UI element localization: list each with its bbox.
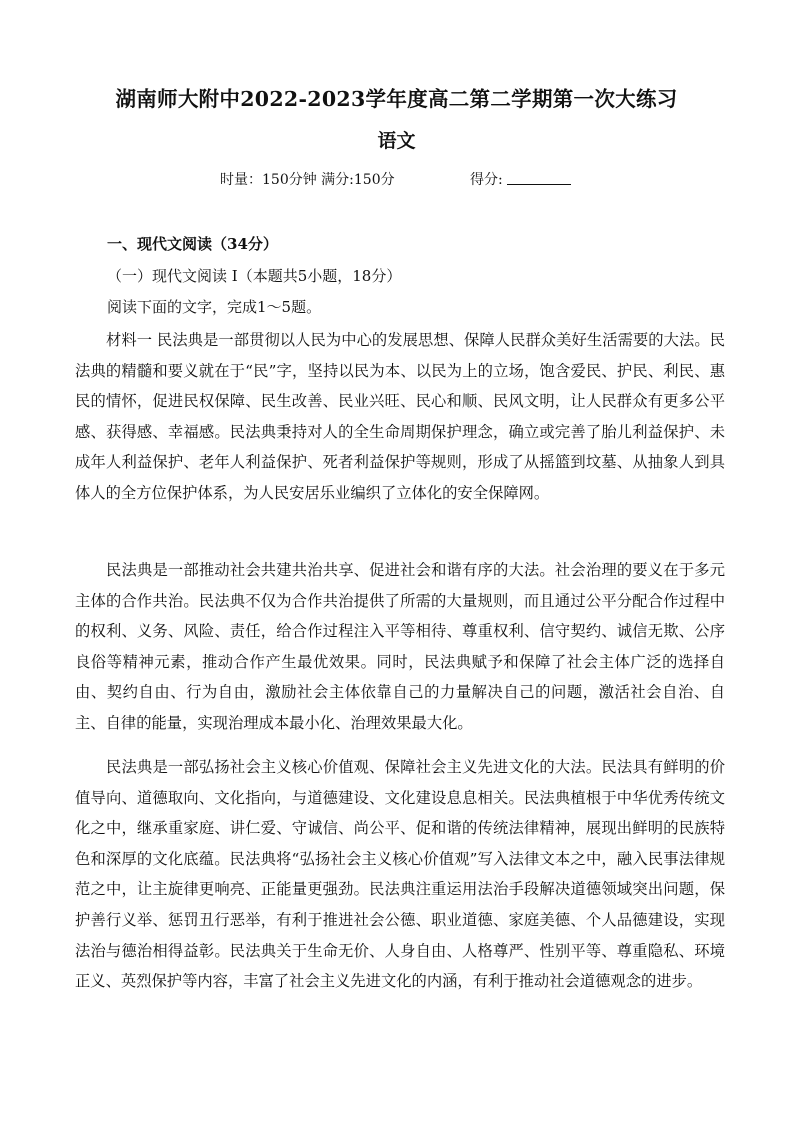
paragraph: 材料一 民法典是一部贯彻以人民为中心的发展思想、保障人民群众美好生活需要的大法。民法典的精髓和要义就在于“民”字，坚持以民为本、以民为上的立场，饱含爱民、护民、利民、惠民的情怀，促进民权保障、民生改善、民业兴旺、民心和顺、民风文明，让人民群众有更多公平感、获得感、幸福感。民法典秉持对人的全生命周期保护理念，确立或完善了胎儿利益保护、未成年人利益保护、老年人利益保护、死者利益保护等规则，形成了从摇篮到坟墓、从抽象人到具体人的全方位保护体系，为人民安居乐业编织了立体化的安全保障网。 xyxy=(75,331,725,502)
score-label: 得分: xyxy=(470,172,503,188)
paragraph: 民法典是一部弘扬社会主义核心价值观、保障社会主义先进文化的大法。民法具有鲜明的价值导向、道德取向、文化指向，与道德建设、文化建设息息相关。民法典植根于中华优秀传统文化之中，继承重家庭、讲仁爱、守诚信、尚公平、促和谐的传统法律精神，展现出鲜明的民族特色和深厚的文化底蕴。民法典将“弘扬社会主义核心价值观”写入法律文本之中，融入民事法律规范之中，让主旋律更响亮、正能量更强劲。民法典注重运用法治手段解决道德领域突出问题，保护善行义举、惩罚丑行恶举，有利于推进社会公德、职业道德、家庭美德、个人品德建设，实现法治与德治相得益彰。民法典关于生命无价、人身自由、人格尊严、性别平等、尊重隐私、环境正义、英烈保护等内容，丰富了社会主义先进文化的内涵，有利于推动社会道德观念的进步。 xyxy=(75,758,725,991)
exam-title: 湖南师大附中2022-2023学年度高二第二学期第一次大练习 xyxy=(115,87,678,111)
exam-meta: 时量：150分钟 满分:150分 xyxy=(220,172,395,188)
score-field xyxy=(470,168,571,192)
score-blank xyxy=(507,170,571,185)
section-heading: 一、现代文阅读（34分） xyxy=(107,235,278,253)
paragraph: 民法典是一部推动社会共建共治共享、促进社会和谐有序的大法。社会治理的要义在于多元主体的合作共治。民法典不仅为合作共治提供了所需的大量规则，而且通过公平分配合作过程中的权利、义务、风险、责任，给合作过程注入平等相待、尊重权利、信守契约、诚信无欺、公序良俗等精神元素，推动合作产生最优效果。同时，民法典赋予和保障了社会主体广泛的选择自由、契约自由、行为自由，激励社会主体依靠自己的力量解决自己的问题，激活社会自治、自主、自律的能量，实现治理成本最小化、治理效果最大化。 xyxy=(75,561,725,732)
subject-title: 语文 xyxy=(377,130,416,152)
reading-instruction: 阅读下面的文字，完成1～5题。 xyxy=(107,298,322,316)
subsection-heading: （一）现代文阅读 I（本题共5小题，18分） xyxy=(107,267,402,285)
